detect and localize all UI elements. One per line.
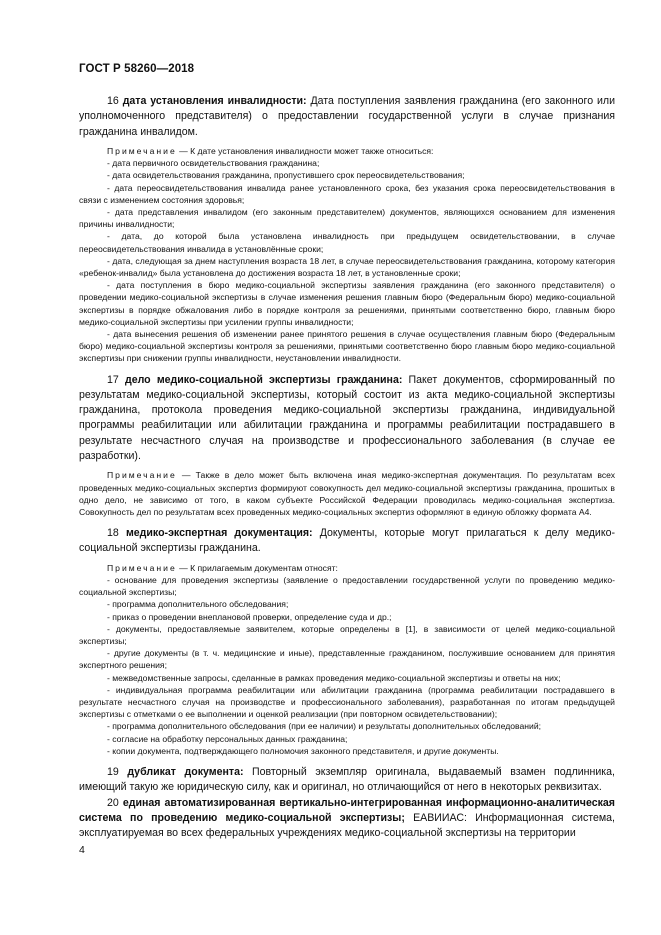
list-item: - дата поступления в бюро медико-социальной экспертизы заявления гражданина (его законного представителя) о проведении медико-социальной экспертизы в случае изменения решения главным бюро (Федеральным бюро) медико-социальной экспертизы в порядке обжалования либо в порядке контроля за решениями, принятыми соответственно бюро, главным бюро медико-социальной экспертизы при усилении группы инвалидности; (79, 280, 615, 327)
term-19-title: дубликат документа: (127, 765, 244, 778)
note-16: Примечание — К дате установления инвалидности может также относиться: (107, 145, 434, 156)
list-item: - межведомственные запросы, сделанные в рамках проведения медико-социальной экспертизы и ответы на них; (107, 672, 561, 683)
term-20-title: единая автоматизированная вертикально-интегрированная информационно-аналитическая система по проведению медико-социальной экспертизы; (79, 796, 615, 824)
list-item: - другие документы (в т. ч. медицинские и иные), представленные гражданином, послужившие основанием для принятия экспертного решения; (79, 648, 615, 671)
term-19: 19 дубликат документа: Повторный экземпляр оригинала, выдаваемый взамен подлинника, имеющий такую же юридическую силу, как и оригинал, но отличающийся от него в некоторых реквизитах. (79, 765, 616, 794)
note-17: Примечание — Также в дело может быть включена иная медико-экспертная документация. По результатам всех проведенных медико-социальных экспертиз формируют совокупность дел медико-социальной экспертизы гражданина, прошитых в одно дело, не зависимо от того, в каком субъекте Российской Федерации проводилась медико-социальная экспертиза. Совокупность дел по результатам всех проведенных медико-социальных экспертиз оформляют в единую обложку формата А4. (79, 470, 615, 517)
list-item: - программа дополнительного обследования; (107, 599, 289, 610)
term-18: 18 медико-экспертная документация: Документы, которые могут прилагаться к делу медико-социальной экспертизы гражданина. (79, 527, 616, 555)
list-item: - копии документа, подтверждающего полномочия законного представителя, и другие документы. (107, 745, 499, 756)
list-item: - дата переосвидетельствования инвалида ранее установленного срока, без указания срока переосвидетельствования в связи с изменением состояния здоровья; (79, 182, 615, 205)
document-body (79, 94, 615, 841)
term-17: 17 дело медико-социальной экспертизы гражданина: Пакет документов, сформированный по результатам медико-социальной экспертизы, который состоит из акта медико-социальной экспертизы гражданина, протокола проведения медико-социальной экспертизы гражданина, индивидуальной программы реабилитации или абилитации гражданина и программы реабилитации пострадавшего в результате несчастного случая на производстве и профессионального заболевания (в случае ее разработки). (79, 373, 615, 463)
list-item: - программа дополнительного обследования (при ее наличии) и результаты дополнительных обследований; (107, 721, 542, 732)
list-item: - согласие на обработку персональных данных гражданина; (107, 733, 348, 744)
standard-header: ГОСТ Р 58260—2018 (79, 63, 195, 75)
list-item: - дата, следующая за днем наступления возраста 18 лет, в случае переосвидетельствования гражданина, которому категория «ребенок-инвалид» была установлена до достижения возраста 18 лет, в установленные сроки; (79, 255, 615, 278)
list-item: - дата, до которой была установлена инвалидность при предыдущем освидетельствовании, в случае переосвидетельствования инвалида в установлённые сроки; (79, 231, 615, 254)
list-item: - индивидуальная программа реабилитации или абилитации гражданина (программа реабилитации пострадавшего в результате несчастного случая на производстве и профессионального заболевания), разработанная по итогам предыдущей экспертизы с отметками о ее выполнении и оценкой реализации (при повторном освидетельствовании); (79, 684, 615, 720)
list-item: - документы, предоставляемые заявителем, которые определены в [1], в зависимости от целей медико-социальной экспертизы; (79, 623, 615, 646)
term-17-title: дело медико-социальной экспертизы гражданина: (124, 373, 403, 386)
list-item: - дата освидетельствования гражданина, пропустившего срок переосвидетельствования; (107, 170, 465, 181)
note-18: Примечание — К прилагаемым документам относят: (107, 562, 338, 573)
list-item: - дата представления инвалидом (его законным представителем) документов, являющихся основанием для изменения причины инвалидности; (79, 206, 615, 230)
list-item: - дата первичного освидетельствования гражданина; (107, 158, 320, 169)
term-20-abbr: ЕАВИИАС: (413, 811, 467, 824)
term-18-title: медико-экспертная документация: (125, 527, 313, 540)
list-item: - основание для проведения экспертизы (заявление о предоставлении государственной услуги по проведению медико-социальной экспертизы; (79, 574, 615, 598)
term-16: 16 дата установления инвалидности: Дата поступления заявления гражданина (его законного или уполномоченного представителя) о предоставлении государственной услуги в случае признания гражданина инвалидом. (79, 95, 615, 138)
page-number: 4 (79, 844, 85, 856)
term-20: 20 единая автоматизированная вертикально-интегрированная информационно-аналитическая система по проведению медико-социальной экспертизы; ЕАВИИАС: Информационная система, эксплуатируемая во всех федеральных учреждениях медико-социальной экспертизы на территории (79, 796, 615, 840)
list-item: - дата вынесения решения об изменении ранее принятого решения в случае осуществления главным бюро (Федеральным бюро) медико-социальной экспертизы контроля за решениями, принятыми соответственно бюро главным бюро медико-социальной экспертизы при снижении группы инвалидности, неустановлении инвалидности. (79, 328, 615, 364)
list-item: - приказ о проведении внеплановой проверки, определение суда и др.; (107, 611, 392, 622)
term-16-title: дата установления инвалидности: (122, 95, 307, 107)
